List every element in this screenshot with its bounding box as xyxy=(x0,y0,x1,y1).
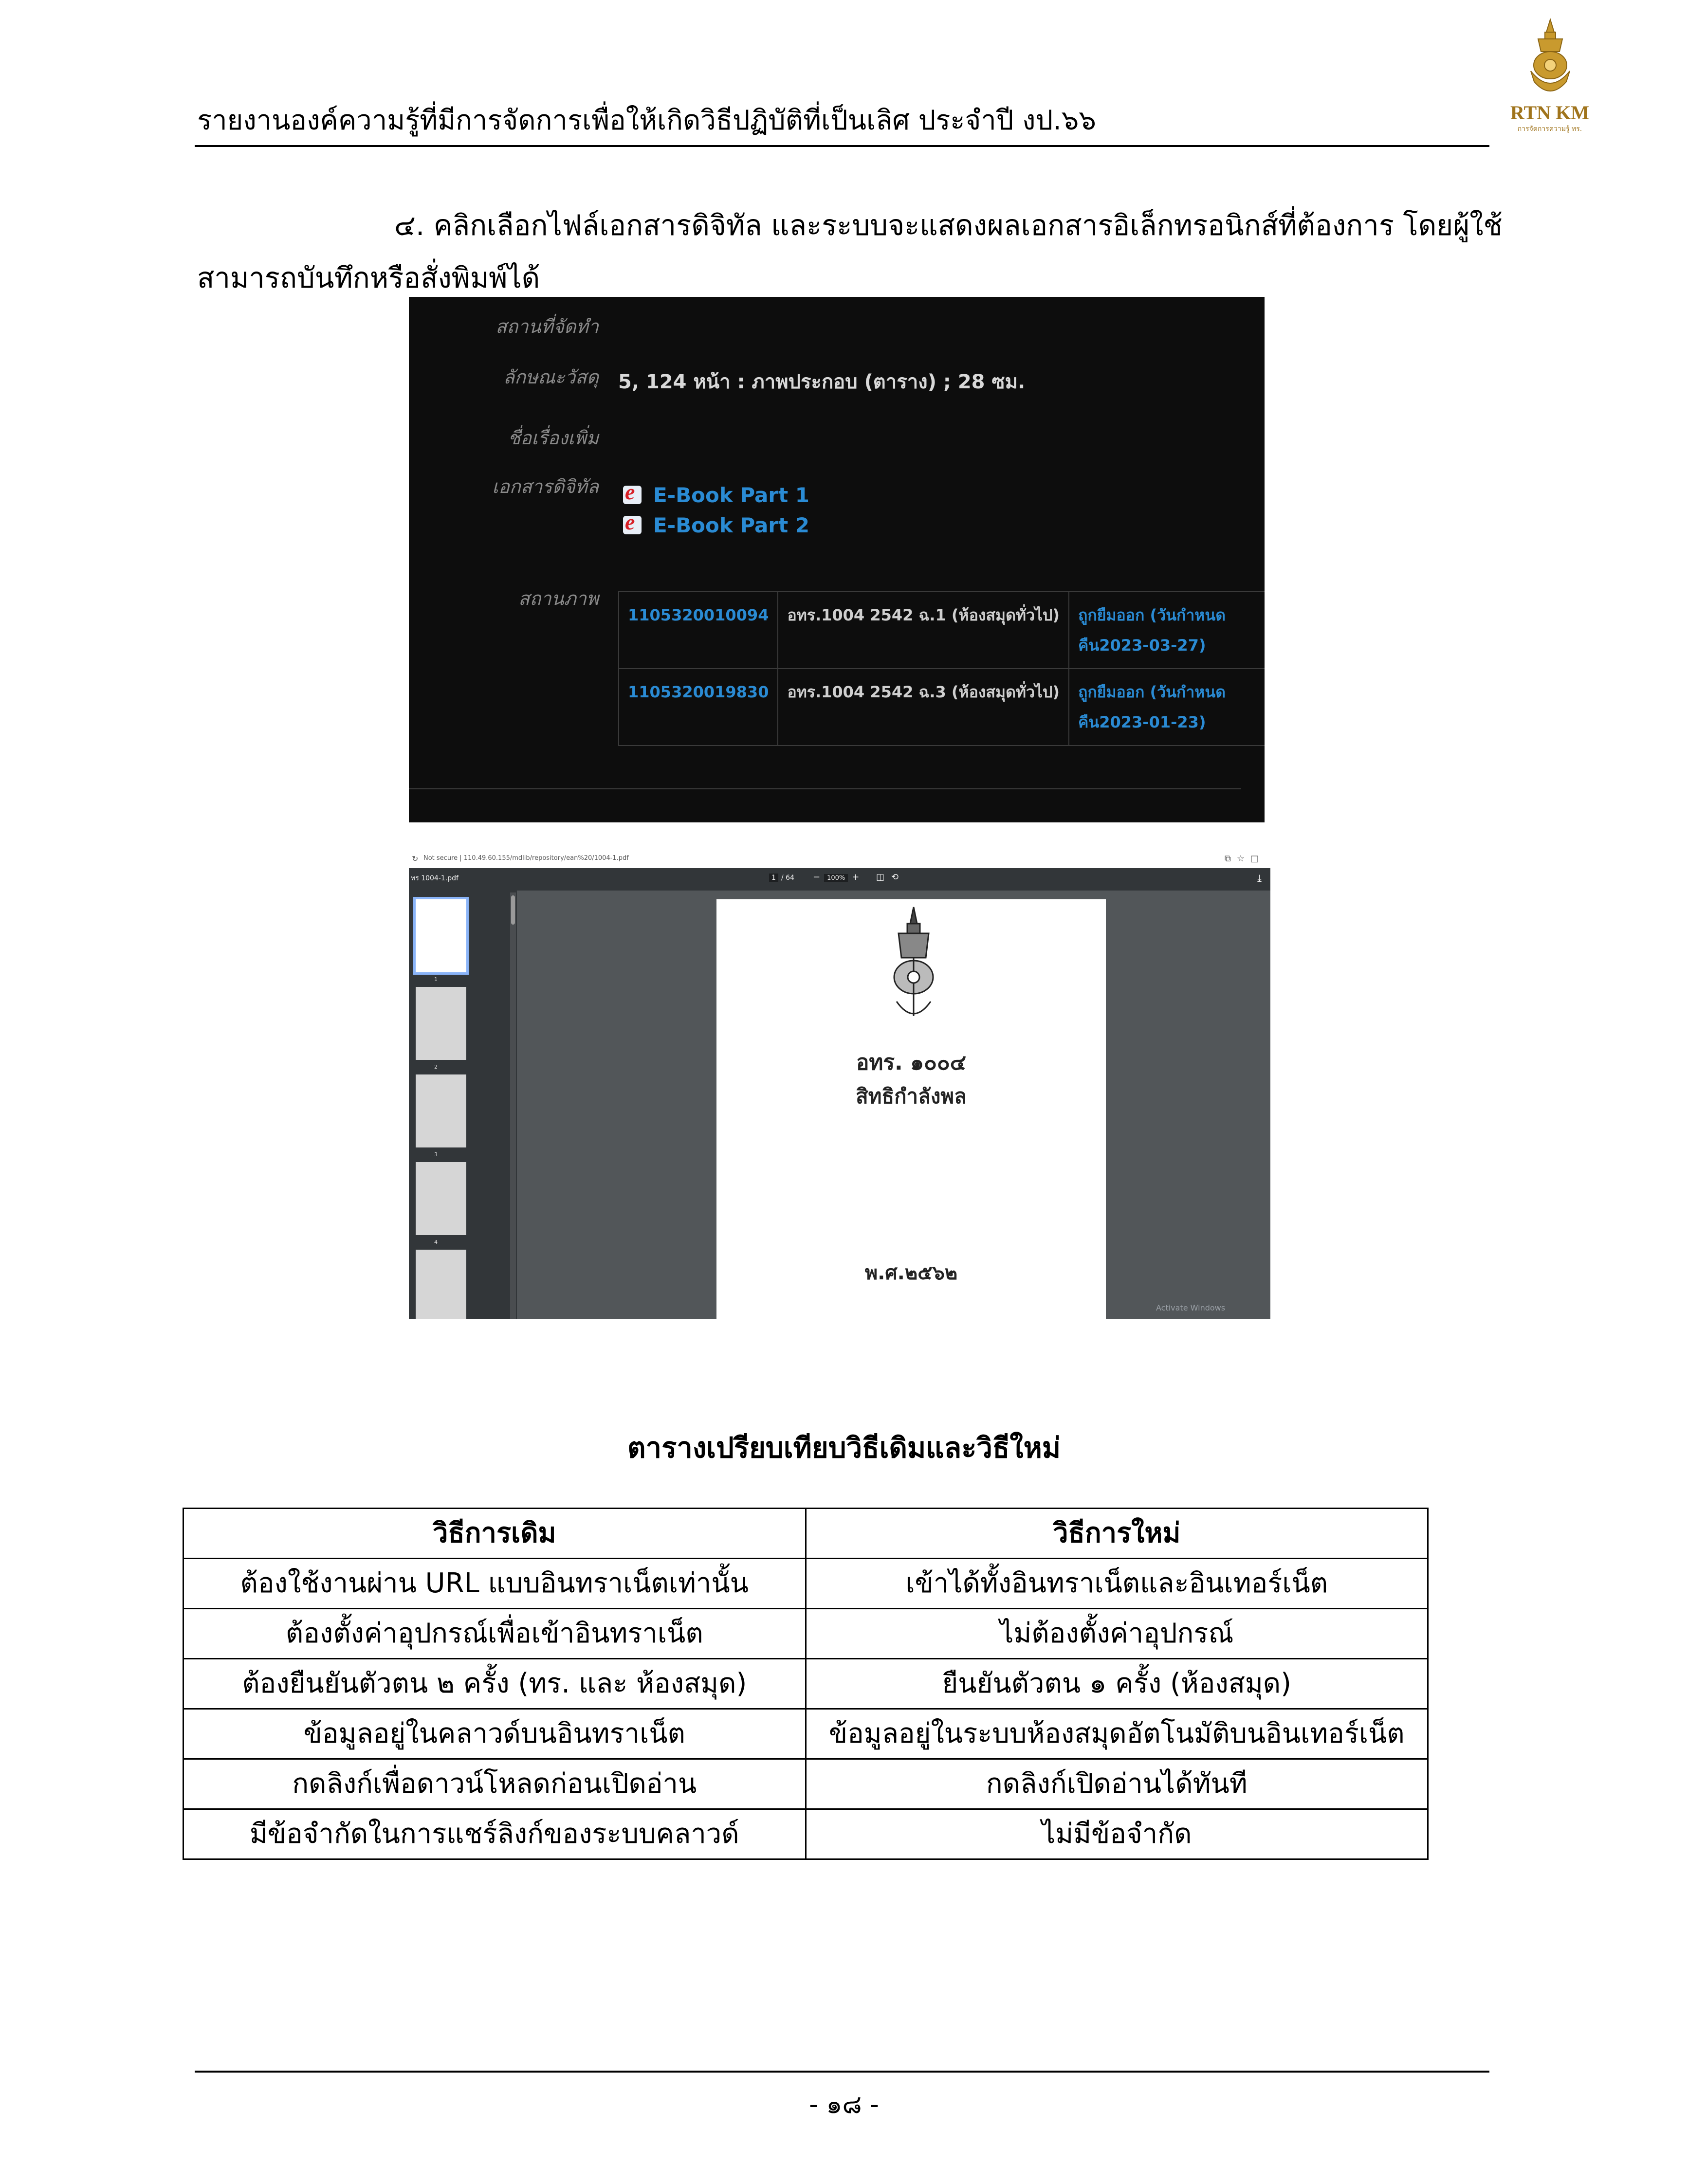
table-row xyxy=(619,669,1270,746)
ebook-e-icon xyxy=(623,516,642,534)
zoom-out-icon[interactable]: − xyxy=(813,872,821,882)
new-method-cell: กดลิงก์เปิดอ่านได้ทันที xyxy=(806,1759,1428,1809)
table-row xyxy=(183,1759,1428,1809)
activate-windows-watermark: Activate Windows xyxy=(1156,1303,1226,1312)
pdf-view-tools xyxy=(876,872,905,882)
pdf-page-sheet xyxy=(716,899,1106,1319)
thumbnail-scrollbar[interactable] xyxy=(510,892,516,1319)
thumbnail-number: 4 xyxy=(434,1239,438,1245)
rotate-icon[interactable]: ⟲ xyxy=(891,872,906,882)
table-row xyxy=(183,1559,1428,1609)
document-year: พ.ศ.๒๕๖๒ xyxy=(864,1262,958,1284)
thumbnail-number: 1 xyxy=(434,976,438,983)
pdf-zoom-control xyxy=(813,872,859,882)
intro-step-4-line1: ๔. คลิกเลือกไฟล์เอกสารดิจิทัล และระบบจะแสดงผลเอกสารอิเล็กทรอนิกส์ที่ต้องการ โดยผู้ใช้ xyxy=(394,209,1503,242)
barcode-link[interactable]: 1105320010094 xyxy=(619,592,778,669)
pdf-viewer-screenshot xyxy=(409,852,1270,1319)
zoom-value[interactable]: 100% xyxy=(824,874,848,882)
intro-step-4-line2: สามารถบันทึกหรือสั่งพิมพ์ได้ xyxy=(197,261,540,294)
ebook-part-1-link[interactable] xyxy=(623,482,809,508)
comparison-table-title: ตารางเปรียบเทียบวิธีเดิมและวิธีใหม่ xyxy=(627,1431,1061,1464)
page-total: / 64 xyxy=(781,874,794,882)
label-digital-documents: เอกสารดิจิทัล xyxy=(492,476,599,497)
old-method-cell: ต้องตั้งค่าอุปกรณ์เพื่อเข้าอินทราเน็ต xyxy=(183,1609,806,1659)
page-thumbnail[interactable] xyxy=(416,1162,466,1235)
page-number-input[interactable]: 1 xyxy=(769,874,778,882)
new-method-cell: ไม่ต้องตั้งค่าอุปกรณ์ xyxy=(806,1609,1428,1659)
new-method-cell: ข้อมูลอยู่ในระบบห้องสมุดอัตโนมัติบนอินเทอร์เน็ต xyxy=(806,1709,1428,1759)
browser-action-icons[interactable]: ⧉☆□ xyxy=(1225,854,1265,864)
logo-subtext: การจัดการความรู้ ทร. xyxy=(1517,125,1582,133)
physical-description-value: 5, 124 หน้า : ภาพประกอบ (ตาราง) ; 28 ซม. xyxy=(618,371,1026,393)
loan-status-line: คืน2023-01-23) xyxy=(1078,713,1206,731)
barcode-link[interactable]: 1105320019830 xyxy=(619,669,778,746)
header-divider xyxy=(195,145,1489,147)
pdf-toolbar xyxy=(409,868,1270,891)
table-header-row xyxy=(183,1509,1428,1559)
browser-address-bar xyxy=(409,852,1270,869)
ebook-part-2-link[interactable] xyxy=(623,512,809,538)
reload-icon[interactable]: ↻ xyxy=(412,854,419,863)
new-method-cell: ยืนยันตัวตน ๑ ครั้ง (ห้องสมุด) xyxy=(806,1659,1428,1709)
zoom-in-icon[interactable]: + xyxy=(852,872,860,882)
old-method-cell: กดลิงก์เพื่อดาวน์โหลดก่อนเปิดอ่าน xyxy=(183,1759,806,1809)
thumbnail-number: 3 xyxy=(434,1151,438,1158)
download-icon[interactable]: ⤓ xyxy=(1257,872,1262,884)
old-method-cell: มีข้อจำกัดในการแชร์ลิงก์ของระบบคลาวด์ xyxy=(183,1809,806,1859)
page-thumbnail[interactable] xyxy=(416,899,466,972)
call-number: อทร.1004 2542 ฉ.1 (ห้องสมุดทั่วไป) xyxy=(778,592,1068,669)
loan-status-line: ถูกยืมออก (วันกำหนด xyxy=(1078,683,1226,701)
table-row xyxy=(183,1659,1428,1709)
loan-status-line: ถูกยืมออก (วันกำหนด xyxy=(1078,606,1226,624)
fit-page-icon[interactable]: ◫ xyxy=(876,872,892,882)
pdf-file-name: ทร 1004-1.pdf xyxy=(411,874,459,882)
thumbnail-sidebar xyxy=(409,891,517,1319)
ebook-e-icon xyxy=(623,486,642,504)
label-added-title: ชื่อเรื่องเพิ่ม xyxy=(508,427,599,449)
new-method-cell: ไม่มีข้อจำกัด xyxy=(806,1809,1428,1859)
page-number: - ๑๘ - xyxy=(809,2090,879,2119)
document-code: อทร. ๑๐๐๔ xyxy=(856,1050,967,1075)
table-row xyxy=(183,1709,1428,1759)
old-method-cell: ต้องยืนยันตัวตน ๒ ครั้ง (ทร. และ ห้องสมุด) xyxy=(183,1659,806,1709)
logo-text: RTN KM xyxy=(1510,102,1589,124)
ebook-link-label: E-Book Part 2 xyxy=(653,513,810,537)
label-status: สถานภาพ xyxy=(518,588,599,609)
holdings-table xyxy=(618,591,1270,746)
label-place: สถานที่จัดทำ xyxy=(495,316,599,337)
new-method-cell: เข้าได้ทั้งอินทราเน็ตและอินเทอร์เน็ต xyxy=(806,1559,1428,1609)
loan-status-link[interactable] xyxy=(1069,592,1270,669)
page-header-title: รายงานองค์ความรู้ที่มีการจัดการเพื่อให้เกิดวิธีปฏิบัติที่เป็นเลิศ ประจำปี งป.๖๖ xyxy=(197,105,1096,136)
catalog-record-screenshot xyxy=(409,297,1270,822)
pdf-page-indicator xyxy=(769,874,794,882)
column-header-new-method: วิธีการใหม่ xyxy=(806,1509,1428,1559)
old-method-cell: ข้อมูลอยู่ในคลาวด์บนอินทราเน็ต xyxy=(183,1709,806,1759)
column-header-old-method: วิธีการเดิม xyxy=(183,1509,806,1559)
catalog-divider xyxy=(409,788,1241,789)
loan-status-link[interactable] xyxy=(1069,669,1270,746)
ebook-link-label: E-Book Part 1 xyxy=(653,483,810,507)
navy-crest-image xyxy=(887,904,940,1031)
page-thumbnail[interactable] xyxy=(416,1250,466,1319)
table-row xyxy=(183,1809,1428,1859)
footer-divider xyxy=(195,2071,1489,2073)
comparison-table xyxy=(183,1508,1429,1860)
table-row xyxy=(183,1609,1428,1659)
page-thumbnail[interactable] xyxy=(416,1074,466,1147)
document-title: สิทธิกำลังพล xyxy=(856,1084,967,1108)
page-thumbnail[interactable] xyxy=(416,987,466,1060)
address-url[interactable]: Not secure | 110.49.60.155/mdlib/repository/ean%20/1004-1.pdf xyxy=(423,855,629,862)
loan-status-line: คืน2023-03-27) xyxy=(1078,636,1206,655)
thumbnail-number: 2 xyxy=(434,1064,438,1070)
rtn-km-logo xyxy=(1509,18,1592,100)
old-method-cell: ต้องใช้งานผ่าน URL แบบอินทราเน็ตเท่านั้น xyxy=(183,1559,806,1609)
label-physical-description: ลักษณะวัสดุ xyxy=(503,366,599,388)
call-number: อทร.1004 2542 ฉ.3 (ห้องสมุดทั่วไป) xyxy=(778,669,1068,746)
table-row xyxy=(619,592,1270,669)
screenshot-edge xyxy=(1265,297,1270,822)
